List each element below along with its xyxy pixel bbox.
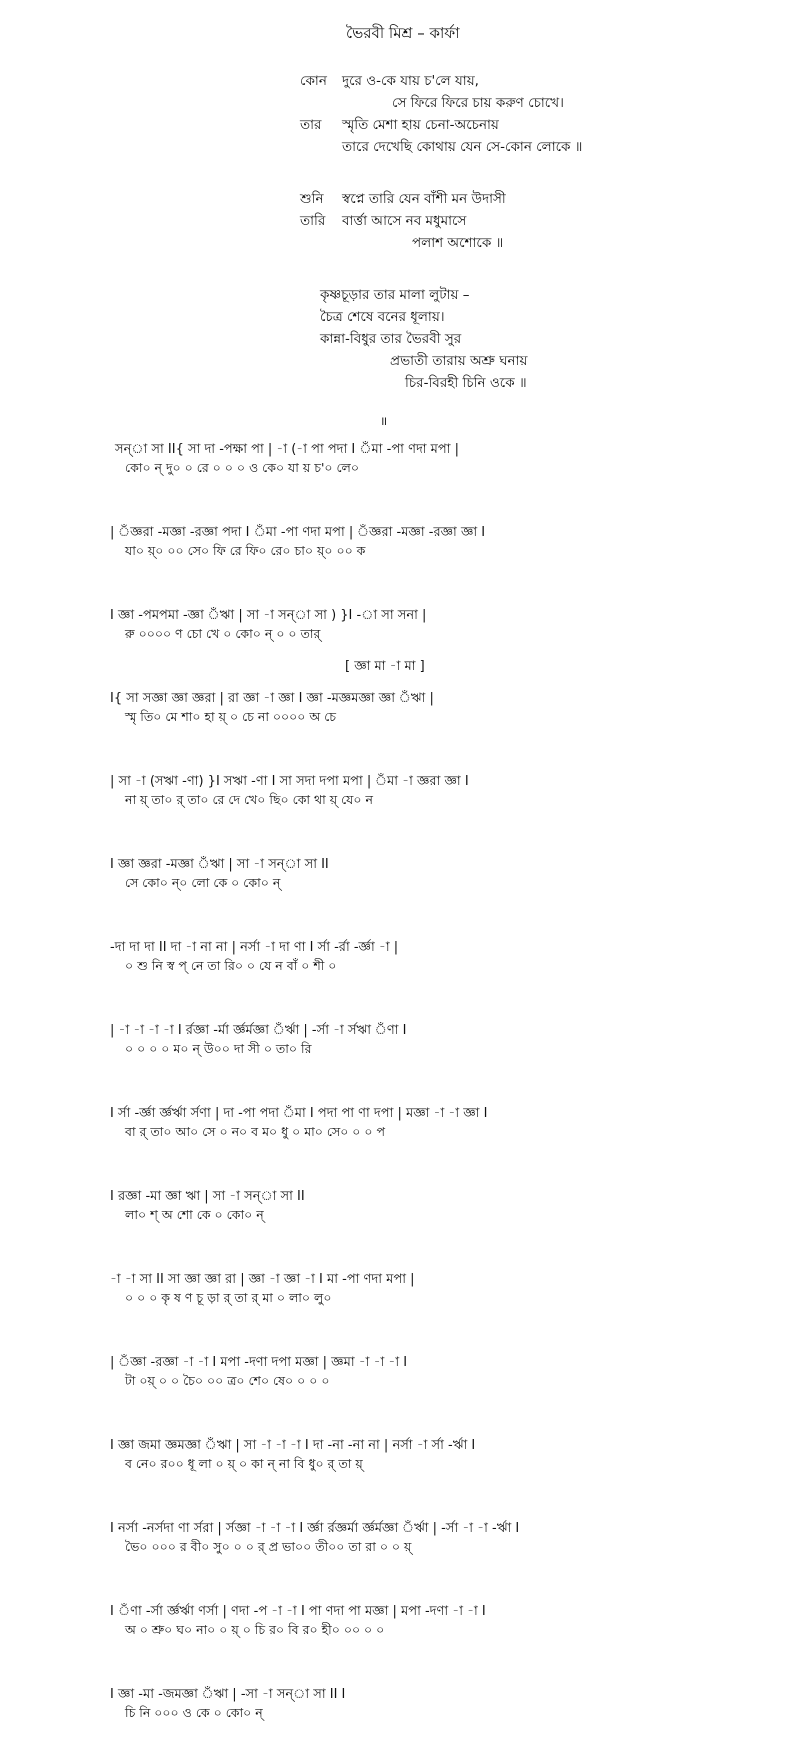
lyric-text: কৃষ্ণচূড়ার তার মালা লুটায় –: [320, 287, 470, 303]
bol-line: যা০ য়্‌০ ০০ সে০ ফি রে ফি০ রে০ চা০ য়্‌০ ০০ ক: [125, 543, 366, 558]
lyric-text: চৈত্র শেষে বনের ধূলায়।: [320, 309, 445, 325]
swara-line: -া -া সা II সা জ্ঞা জ্ঞা রা | জ্ঞা -া জ্ঞা -া I মা -পা ণদা মপা |: [110, 1272, 415, 1287]
lyric-text: স্বপ্নে তারি যেন বাঁশী মন উদাসী: [342, 191, 506, 207]
bol-line: স্মৃ তি০ মে শা০ হা য়্‌ ০ চে না ০০০০ অ চে: [125, 709, 337, 724]
bol-line: ব নে০ র০০ ধূ লা ০ য়্‌ ০ কা ন্‌ না বি ধু০ র্‌ তা য়্‌: [125, 1456, 363, 1471]
song-title: ভৈরবী মিশ্র – কার্ফা: [346, 24, 460, 42]
lyric-lead-word: শুনি: [300, 191, 324, 207]
swara-line: I ঁণা -র্সা র্জ্ঞর্ঋা ণর্সা | ণদা -প -া -া I পা ণদা পা মজ্ঞা | মপা -দণা -া -া I: [110, 1604, 486, 1619]
swara-line: সন্‌া সা II{ সা দা -পক্ষা পা | -া (-া পা পদা I ঁমা -পা ণদা মপা |: [115, 442, 460, 457]
bol-line: ০ শু নি স্ব প্‌ নে তা রি০ ০ যে ন বাঁ ০ শী ০: [125, 958, 337, 973]
bol-line: ভৈ০ ০০০ র বী০ সু০ ০ ০ র্‌ প্র ভা০০ তী০০ তা রা ০ ০ য়্‌: [125, 1539, 412, 1554]
lyric-text: কান্না-বিধুর তার ভৈরবী সুর: [320, 331, 462, 347]
bol-line: রু ০০০০ ণ চো খে ০ কো০ ন্‌ ০ ০ তার্‌: [125, 626, 321, 641]
swara-line: I র্সা -র্জ্ঞা র্জ্ঞর্ঋা র্সণা | দা -পা পদা ঁমা I পদা পা ণা দপা | মজ্ঞা -া -া জ্ঞা I: [110, 1106, 488, 1121]
lyric-text: বার্ত্তা আসে নব মধুমাসে: [342, 213, 467, 229]
swara-line: -দা দা দা II দা -া না না | নর্সা -া দা ণা I র্সা -র্রা -র্জ্ঞা -া |: [110, 940, 399, 955]
swara-line: | -া -া -া -া I র্রজ্ঞা -র্মা র্জ্ঞর্মজ্ঞা ঁর্ঋা | -র্সা -া র্সঋা ঁণা I: [110, 1023, 407, 1038]
swara-line: | সা -া (সঋা -ণা) }I সঋা -ণা I সা সদা দপা মপা | ঁমা -া জ্ঞরা জ্ঞা I: [110, 774, 469, 789]
bol-line: লা০ শ্‌ অ শো কে ০ কো০ ন্‌: [125, 1207, 264, 1222]
swara-line: I জ্ঞা -মা -জমজ্ঞা ঁঋা | -সা -া সন্‌া সা II I: [110, 1687, 346, 1702]
alternate-phrase-bracket: [ জ্ঞা মা -া মা ]: [345, 659, 425, 674]
lyric-text: পলাশ অশোকে ॥: [412, 235, 504, 251]
lyric-lead-word: তার: [300, 117, 322, 133]
lyric-lead-word: তারি: [300, 213, 326, 229]
bol-line: না য়্‌ তা০ র্‌ তা০ রে দে খে০ ছি০ কো থা য়্‌ যে০ ন: [125, 792, 373, 807]
lyric-text: দুরে ও-কে যায় চ'লে যায়,: [342, 73, 479, 89]
section-mark: ॥: [380, 414, 388, 428]
swara-line: I জ্ঞা জমা জ্ঞমজ্ঞা ঁঋা | সা -া -া -া I দা -না -না না | নর্সা -া র্সা -র্ঋা I: [110, 1438, 476, 1453]
swara-line: I জ্ঞা জ্ঞরা -মজ্ঞা ঁঋা | সা -া সন্‌া সা II: [110, 857, 329, 872]
bol-line: কো০ ন্‌ দু০ ০ রে ০ ০ ০ ও কে০ যা য় চ'০ লে০: [125, 460, 359, 475]
lyric-text: সে ফিরে ফিরে চায় করুণ চোখে।: [392, 95, 564, 111]
lyric-text: তারে দেখেছি কোথায় যেন সে-কোন লোকে ॥: [342, 139, 583, 155]
swara-line: | ঁজ্ঞা -রজ্ঞা -া -া I মপা -দণা দপা মজ্ঞা | জ্ঞমা -া -া -া I: [110, 1355, 408, 1370]
swara-line: I নর্সা -নর্সদা ণা র্সরা | র্সজ্ঞা -া -া -া I র্জ্ঞা র্রজ্ঞর্মা র্জ্ঞর্মজ্ঞা ঁর্ঋা | -র্সা -া -া -র্ঋা I: [110, 1521, 520, 1536]
bol-line: বা র্‌ তা০ আ০ সে ০ ন০ ব ম০ ধু ০ মা০ সে০ ০ ০ প: [125, 1124, 385, 1139]
bol-line: ০ ০ ০ কৃ ষ ণ চূ ড়া র্‌ তা র্‌ মা ০ লা০ লু০: [125, 1290, 332, 1305]
bol-line: চি নি ০০০ ও কে ০ কো০ ন্‌: [125, 1705, 263, 1720]
bol-line: সে কো০ ন্‌০ লো কে ০ কো০ ন্‌: [125, 875, 281, 890]
lyric-text: প্রভাতী তারায় অশ্রু ঘনায়: [390, 353, 528, 369]
bol-line: ০ ০ ০ ০ ম০ ন্‌ উ০০ দা সী ০ তা০ রি: [125, 1041, 312, 1056]
swara-line: | ঁজ্ঞরা -মজ্ঞা -রজ্ঞা পদা I ঁমা -পা ণদা মপা | ঁজ্ঞরা -মজ্ঞা -রজ্ঞা জ্ঞা I: [110, 525, 486, 540]
lyric-text: চির-বিরহী চিনি ওকে ॥: [405, 375, 527, 391]
swara-line: I{ সা সজ্ঞা জ্ঞা জ্ঞরা | রা জ্ঞা -া জ্ঞা I জ্ঞা -মজ্ঞমজ্ঞা জ্ঞা ঁঋা |: [110, 691, 434, 706]
bol-line: অ ০ শ্রু০ ঘ০ না০ ০ য়্‌ ০ চি র০ বি র০ হী০ ০০ ০ ০: [125, 1622, 385, 1637]
bol-line: টা ০য়্‌ ০ ০ চৈ০ ০০ ত্র০ শে০ ষে০ ০ ০ ০: [125, 1373, 330, 1388]
swara-line: I জ্ঞা -পমপমা -জ্ঞা ঁঋা | সা -া সন্‌া সা ) }I -া সা সনা |: [110, 608, 427, 623]
swara-line: I রজ্ঞা -মা জ্ঞা ঋা | সা -া সন্‌া সা II: [110, 1189, 305, 1204]
lyric-lead-word: কোন: [300, 73, 327, 89]
lyric-text: স্মৃতি মেশা হায় চেনা-অচেনায়: [342, 117, 499, 133]
